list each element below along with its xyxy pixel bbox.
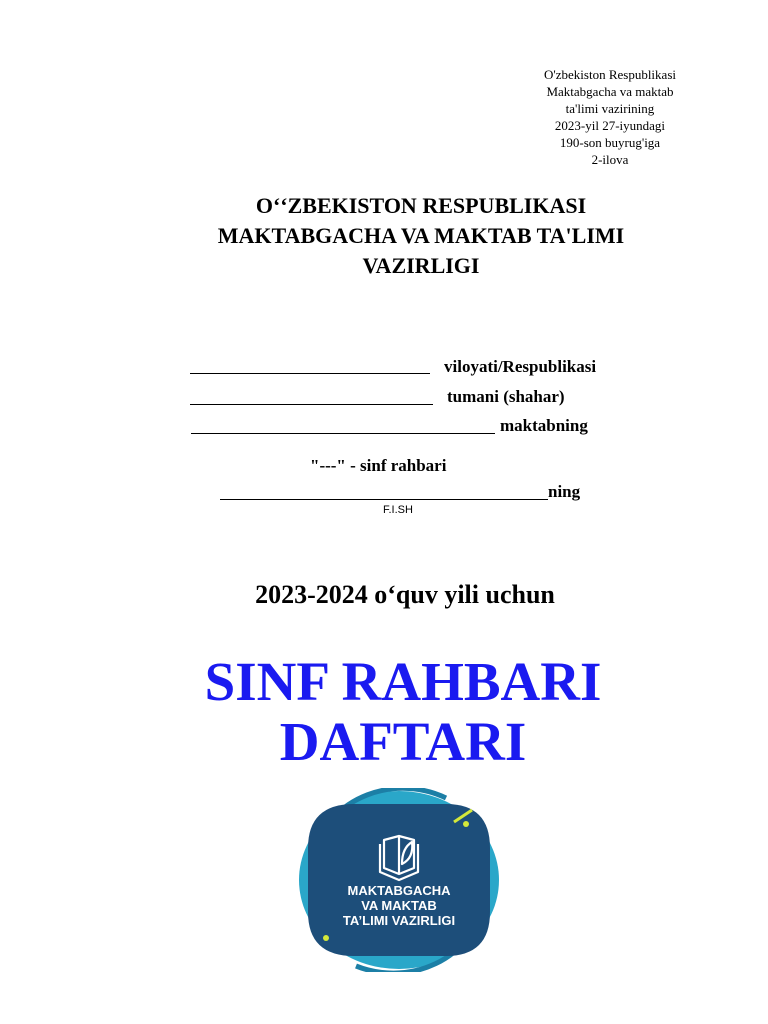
name-caption: F.I.SH <box>383 504 413 516</box>
logo-text-line-2: VA MAKTAB <box>361 898 437 913</box>
ministry-line: MAKTABGACHA VA MAKTAB TA'LIMI <box>217 223 625 248</box>
annex-line: Maktabgacha va maktab <box>546 84 674 99</box>
district-blank-line <box>190 404 433 405</box>
title-line-1: SINF RAHBARI <box>204 651 602 712</box>
region-blank-line <box>190 373 430 374</box>
school-blank-line <box>191 433 495 434</box>
annex-note <box>500 66 720 168</box>
school-label: maktabning <box>500 416 588 435</box>
title-line-2: DAFTARI <box>279 711 527 772</box>
ministry-logo <box>296 788 502 972</box>
academic-year: 2023-2024 o‘quv yili uchun <box>255 580 555 609</box>
region-label: viloyati/Respublikasi <box>444 357 597 376</box>
annex-line: ta'limi vazirining <box>565 101 655 116</box>
name-suffix: ning <box>548 482 581 501</box>
document-title <box>0 652 768 772</box>
annex-line: 2-ilova <box>591 152 629 167</box>
ministry-heading <box>0 191 768 281</box>
class-teacher-label: "---" - sinf rahbari <box>310 456 447 475</box>
ministry-line: Oʻ‘ZBEKISTON RESPUBLIKASI <box>255 193 587 218</box>
district-label: tumani (shahar) <box>447 387 565 406</box>
ministry-line: VAZIRLIGI <box>362 253 480 278</box>
logo-text-line-3: TA’LIMI VAZIRLIGI <box>342 913 456 928</box>
logo-text-line-1: MAKTABGACHA <box>347 883 451 898</box>
annex-line: 2023-yil 27-iyundagi <box>554 118 666 133</box>
logo-badge <box>296 788 502 972</box>
annex-line: 190-son buyrug'iga <box>559 135 661 150</box>
name-blank-line <box>220 499 548 500</box>
annex-line: O'zbekiston Respublikasi <box>544 67 676 82</box>
